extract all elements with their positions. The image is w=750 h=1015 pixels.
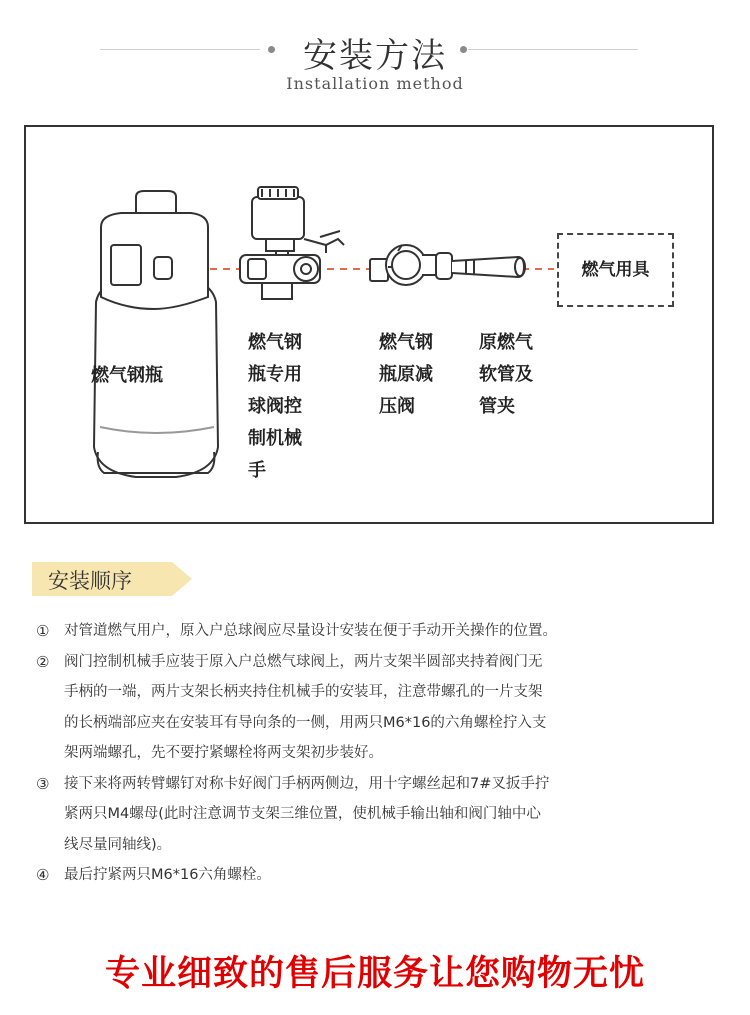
valve-robot-label: 燃气钢 瓶专用 球阀控 制机械 手 — [248, 332, 302, 481]
hose-label: 原燃气 软管及 管夹 — [479, 332, 533, 417]
gas-cylinder-icon — [94, 191, 218, 477]
step-text: 的长柄端部应夹在安装耳有导向条的一侧，用两只M6*16的六角螺栓拧入支 — [64, 714, 547, 731]
gas-appliance-box — [557, 233, 674, 307]
gas-cylinder-label: 燃气钢瓶 — [91, 365, 163, 386]
installation-steps — [36, 616, 726, 891]
step-text: 接下来将两转臂螺钉对称卡好阀门手柄两侧边，用十字螺丝起和7#叉扳手拧 — [64, 775, 550, 792]
step-number: ④ — [36, 866, 50, 884]
header — [0, 22, 750, 78]
title-dot-right — [460, 46, 467, 53]
step-text: 手柄的一端，两片支架长柄夹持住机械手的安装耳，注意带螺孔的一片支架 — [64, 684, 543, 700]
valve-robot-icon — [240, 187, 344, 299]
step-item — [36, 769, 726, 861]
diagram-illustration — [26, 127, 716, 526]
step-number: ① — [36, 622, 50, 640]
step-text: 对管道燃气用户，原入户总球阀应尽量设计安装在便于手动开关操作的位置。 — [64, 623, 557, 639]
page-subtitle: Installation method — [286, 74, 464, 93]
step-text: 最后拧紧两只M6*16六角螺栓。 — [64, 867, 271, 883]
step-text: 紧两只M4螺母(此时注意调节支架三维位置，使机械手输出轴和阀门轴中心 — [64, 806, 541, 822]
pressure-valve-label: 燃气钢 瓶原减 压阀 — [379, 332, 433, 417]
step-text: 线尽量同轴线)。 — [64, 836, 172, 853]
step-number: ③ — [36, 774, 50, 793]
installation-diagram — [24, 125, 714, 524]
section-title: 安装顺序 — [48, 569, 132, 593]
step-item — [36, 647, 726, 769]
section-badge — [32, 560, 194, 598]
title-divider-right — [468, 49, 638, 50]
step-text: 阀门控制机械手应装于原入户总燃气球阀上，两片支架半圆部夹持着阀门无 — [64, 653, 543, 670]
pressure-valve-icon — [370, 245, 452, 285]
page-title: 安装方法 — [303, 36, 447, 76]
gas-appliance-label: 燃气用具 — [581, 260, 650, 280]
step-item — [36, 860, 726, 891]
hose-icon — [452, 257, 525, 277]
service-slogan: 专业细致的售后服务让您购物无忧 — [104, 954, 645, 994]
step-item — [36, 616, 726, 647]
step-number: ② — [36, 652, 50, 671]
step-text: 架两端螺孔，先不要拧紧螺栓将两支架初步装好。 — [64, 745, 383, 761]
